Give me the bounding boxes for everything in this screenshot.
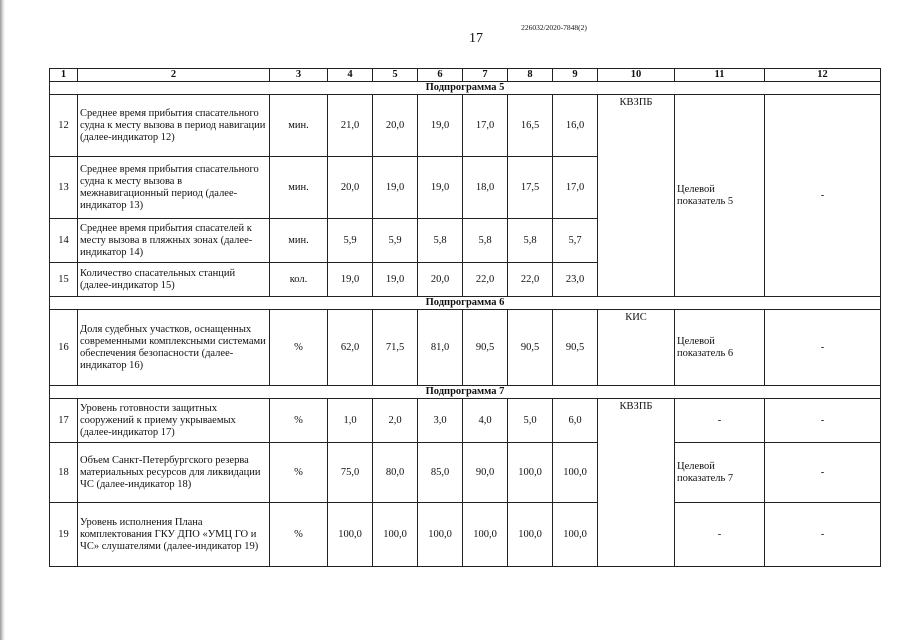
col12-cell: -	[765, 503, 881, 567]
indicator-description: Объем Санкт-Петербургского резерва материальных ресурсов для ликвидации ЧС (далее-индикатор 18)	[78, 443, 270, 503]
row-number: 13	[50, 157, 78, 219]
value-cell: 20,0	[328, 157, 373, 219]
value-cell: 90,0	[463, 443, 508, 503]
section-row	[50, 297, 881, 310]
section-title: Подпрограмма 5	[50, 82, 881, 95]
value-cell: 17,0	[463, 95, 508, 157]
value-cell: 18,0	[463, 157, 508, 219]
value-cell: 5,7	[553, 219, 598, 263]
value-cell: 5,8	[418, 219, 463, 263]
value-cell: 2,0	[373, 399, 418, 443]
unit-cell: %	[270, 399, 328, 443]
value-cell: 75,0	[328, 443, 373, 503]
value-cell: 62,0	[328, 310, 373, 386]
value-cell: 100,0	[553, 503, 598, 567]
value-cell: 100,0	[328, 503, 373, 567]
table-row	[50, 399, 881, 443]
row-number: 18	[50, 443, 78, 503]
col12-cell: -	[765, 399, 881, 443]
value-cell: 5,0	[508, 399, 553, 443]
value-cell: 100,0	[553, 443, 598, 503]
value-cell: 17,0	[553, 157, 598, 219]
row-number: 16	[50, 310, 78, 386]
responsible-cell: КВЗПБ	[598, 95, 675, 297]
value-cell: 5,9	[373, 219, 418, 263]
section-title: Подпрограмма 7	[50, 386, 881, 399]
value-cell: 6,0	[553, 399, 598, 443]
value-cell: 20,0	[418, 263, 463, 297]
value-cell: 100,0	[508, 503, 553, 567]
row-number: 19	[50, 503, 78, 567]
target-indicator-cell: Целевой показатель 7	[675, 443, 765, 503]
header-cell: 8	[508, 69, 553, 82]
col12-cell: -	[765, 310, 881, 386]
header-cell: 11	[675, 69, 765, 82]
value-cell: 100,0	[463, 503, 508, 567]
target-indicator-cell: Целевой показатель 5	[675, 95, 765, 297]
unit-cell: кол.	[270, 263, 328, 297]
row-number: 14	[50, 219, 78, 263]
value-cell: 19,0	[418, 95, 463, 157]
header-cell: 2	[78, 69, 270, 82]
unit-cell: мин.	[270, 219, 328, 263]
responsible-cell: КИС	[598, 310, 675, 386]
header-cell: 9	[553, 69, 598, 82]
target-indicator-cell: -	[675, 399, 765, 443]
col12-cell: -	[765, 95, 881, 297]
value-cell: 21,0	[328, 95, 373, 157]
row-number: 12	[50, 95, 78, 157]
section-row	[50, 82, 881, 95]
table-row	[50, 503, 881, 567]
value-cell: 81,0	[418, 310, 463, 386]
value-cell: 22,0	[508, 263, 553, 297]
value-cell: 1,0	[328, 399, 373, 443]
value-cell: 19,0	[373, 157, 418, 219]
value-cell: 3,0	[418, 399, 463, 443]
value-cell: 90,5	[508, 310, 553, 386]
unit-cell: мин.	[270, 157, 328, 219]
table-row	[50, 443, 881, 503]
row-number: 17	[50, 399, 78, 443]
indicator-description: Уровень готовности защитных сооружений к приему укрываемых (далее-индикатор 17)	[78, 399, 270, 443]
value-cell: 100,0	[373, 503, 418, 567]
value-cell: 100,0	[418, 503, 463, 567]
value-cell: 16,0	[553, 95, 598, 157]
value-cell: 20,0	[373, 95, 418, 157]
header-cell: 12	[765, 69, 881, 82]
indicator-description: Количество спасательных станций (далее-индикатор 15)	[78, 263, 270, 297]
header-cell: 5	[373, 69, 418, 82]
value-cell: 19,0	[328, 263, 373, 297]
value-cell: 22,0	[463, 263, 508, 297]
value-cell: 19,0	[418, 157, 463, 219]
value-cell: 90,5	[553, 310, 598, 386]
section-title: Подпрограмма 6	[50, 297, 881, 310]
value-cell: 80,0	[373, 443, 418, 503]
value-cell: 19,0	[373, 263, 418, 297]
value-cell: 71,5	[373, 310, 418, 386]
unit-cell: %	[270, 443, 328, 503]
header-cell: 7	[463, 69, 508, 82]
unit-cell: мин.	[270, 95, 328, 157]
indicator-description: Среднее время прибытия спасательного судна к месту вызова в межнавигационный период (далее-индикатор 13)	[78, 157, 270, 219]
indicators-table	[49, 68, 881, 567]
value-cell: 23,0	[553, 263, 598, 297]
header-cell: 4	[328, 69, 373, 82]
header-cell: 10	[598, 69, 675, 82]
indicator-description: Среднее время прибытия спасателей к месту вызова в пляжных зонах (далее-индикатор 14)	[78, 219, 270, 263]
value-cell: 5,8	[508, 219, 553, 263]
header-row	[50, 69, 881, 82]
header-cell: 1	[50, 69, 78, 82]
page-number: 17	[469, 31, 483, 46]
value-cell: 85,0	[418, 443, 463, 503]
value-cell: 5,9	[328, 219, 373, 263]
value-cell: 90,5	[463, 310, 508, 386]
value-cell: 4,0	[463, 399, 508, 443]
document-code: 226032/2020-7848(2)	[521, 23, 587, 32]
unit-cell: %	[270, 310, 328, 386]
table-row	[50, 95, 881, 157]
section-row	[50, 386, 881, 399]
header-cell: 6	[418, 69, 463, 82]
indicator-description: Доля судебных участков, оснащенных современными комплексными системами обеспечения безопасности (далее-индикатор 16)	[78, 310, 270, 386]
col12-cell: -	[765, 443, 881, 503]
target-indicator-cell: -	[675, 503, 765, 567]
scan-left-edge	[0, 0, 5, 640]
value-cell: 16,5	[508, 95, 553, 157]
table-row	[50, 310, 881, 386]
value-cell: 17,5	[508, 157, 553, 219]
header-cell: 3	[270, 69, 328, 82]
target-indicator-cell: Целевой показатель 6	[675, 310, 765, 386]
row-number: 15	[50, 263, 78, 297]
indicator-description: Среднее время прибытия спасательного судна к месту вызова в период навигации (далее-индикатор 12)	[78, 95, 270, 157]
value-cell: 5,8	[463, 219, 508, 263]
responsible-cell: КВЗПБ	[598, 399, 675, 567]
value-cell: 100,0	[508, 443, 553, 503]
unit-cell: %	[270, 503, 328, 567]
indicator-description: Уровень исполнения Плана комплектования ГКУ ДПО «УМЦ ГО и ЧС» слушателями (далее-индикатор 19)	[78, 503, 270, 567]
